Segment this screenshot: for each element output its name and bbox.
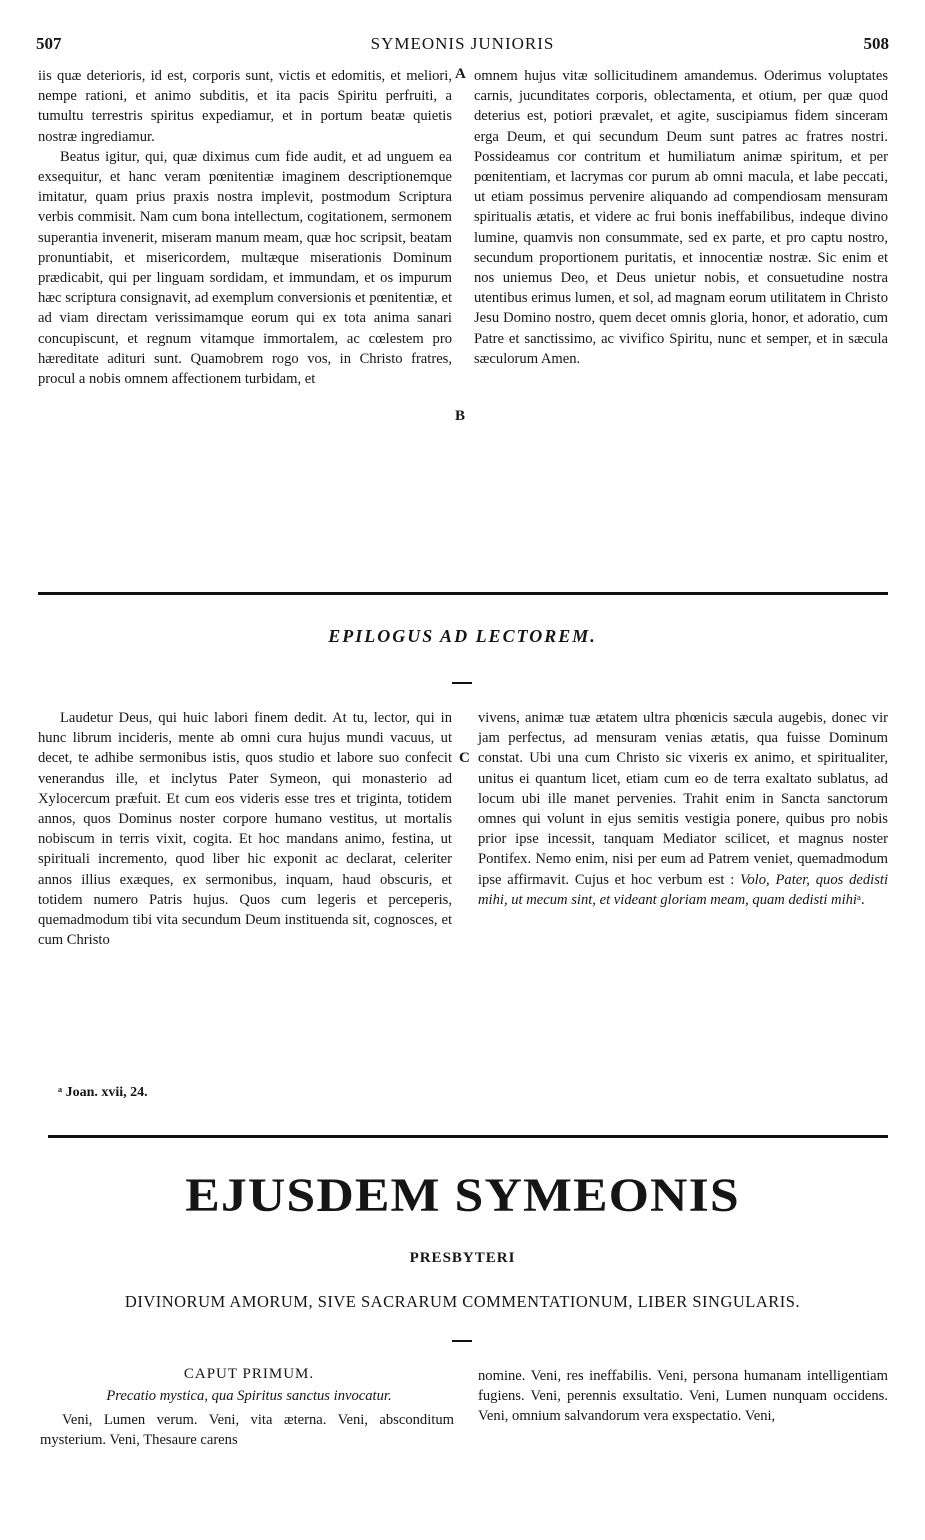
- paragraph: iis quæ deterioris, id est, corporis sunt, victis et edomitis, et meliori, nempe rationi, et animo subditis, et ita pacis Spiritu perfruiti, a tumultu terrestris spiritus expediamur, et in portum beatæ quietis nostræ ingrediamur.: [38, 68, 452, 145]
- epilogue-title: EPILOGUS AD LECTOREM.: [328, 626, 597, 646]
- paragraph: Laudetur Deus, qui huic labori finem dedit. At tu, lector, qui in hunc librum incideris, mente ab omni cura hujus mundi vacuus, ut decet, te adhibe sermonibus istis, quos studio et labore suo confecit venerandus ille, et inclytus Pater Symeon, qui monasterio ad Xylocercum præfuit. Et cum eos videris esse tres et triginta, totidem annos, quos Dominus noster corpore humano vestitus, ut mortalis nobiscum in terris vixit, cogita. Et hoc mandans animo, festina, ut spirituali incremento, quod liber hic exponit ac declarat, celeriter annos illius exæques, ex sermonibus, inquam, haud obscuris, et totidem numero Patris hujus. Quos cum legeris et perceperis, quemadmodum tibi vita secundum Deum instituenda sit, cognosces, et cum Christo: [38, 710, 452, 949]
- work-subtitle: PRESBYTERI: [409, 1250, 516, 1266]
- scripture-quote: Volo, Pater, quos dedisti mihi, ut mecum sint, et videant gloriam meam, quam dedisti mihi: [478, 871, 888, 908]
- footnote-marker: ᵃ.: [857, 891, 865, 908]
- paragraph: Beatus igitur, qui, quæ diximus cum fide audit, et ad unguem ea exsequitur, et hanc veram pœnitentiæ imaginem descriptionemque imitatur, quam prius praxis nostra implevit, postmodum Scriptura verbis commisit. Nam cum bona intellectum, cogitationem, sermonem superantia invenerit, miseram manum meam, quæ hoc scripsit, beatam pronuntiabit, et misericordem, multæque miserationis Dominum prædicabit, qui per linguam sordidam, et immundam, et os impurum hæc scriptura consignavit, ad exemplum conversionis et pœnitentiæ, et ad viam directam verissimamque eorum qui ex tota anima sanari concupiscunt, et regnum vitamque immortalem, ac cœlestem pro hæreditate adituri sunt. Quamobrem rogo vos, in Christo fratres, procul a nobis omnem affectionem turbidam, et: [38, 148, 452, 388]
- epilogue-right-text: vivens, animæ tuæ ætatem ultra phœnicis sæcula augebis, donec vir jam perfectus, ad mensuram venias ætatis, qua fuisse Dominum constat. Ubi una cum Christo sic vixeris ex animo, et spiritualiter, unitus ei quantum licet, etiam cum eo de terra exaltato sublatus, ad locum ubi ille manet pervenies. Trahit enim in Sancta sanctorum omnes qui volunt in ejus semitis vestigia ponere, quibus pro nobis prior ipse incessit, tanquam Mediator scilicet, et magnus noster Pontifex. Nemo enim, nisi per eum ad Patrem veniet, quemadmodum ipse affirmavit. Cujus et hoc verbum est :: [478, 710, 888, 888]
- chapter-subtitle: Precatio mystica, qua Spiritus sanctus invocatur.: [106, 1388, 392, 1404]
- paragraph: Veni, Lumen verum. Veni, vita æterna. Veni, absconditum mysterium. Veni, Thesaure carens: [40, 1412, 454, 1449]
- margin-letter-b: B: [455, 408, 466, 424]
- top-left-column: [38, 66, 452, 389]
- chapter-right-column: [478, 1366, 888, 1427]
- work-title: EJUSDEM SYMEONIS: [185, 1169, 740, 1222]
- section-divider: [38, 592, 888, 595]
- margin-letter-a: A: [455, 66, 466, 82]
- paragraph: nomine. Veni, res ineffabilis. Veni, persona humanam intelligentiam fugiens. Veni, perennis exsultatio. Veni, Lumen nunquam occidens. Veni, omnium salvandorum vera exspectatio. Veni,: [478, 1368, 888, 1425]
- top-right-column: [474, 66, 888, 369]
- short-rule: [452, 1340, 472, 1342]
- paragraph: omnem hujus vitæ sollicitudinem amandemus. Oderimus voluptates carnis, jucunditates corporis, oblectamenta, et otium, per quæ quod deterius est, potiori prævalet, et agite, suscipiamus fidem sinceram erga Deum, et qui secundum Deum sunt patres ac fratres nostri. Possideamus cor contritum et humiliatum animæ spiritum, et per pœnitentiam, et lacrymas cor purum ab omni macula, et labe peccati, ut etiam possimus pervenire aliquando ad compendiosam mensuram spiritualis ætatis, et videre ac frui bonis ineffabilibus, indeque divino lumine, quamvis non consummate, sed ex parte, et pro captu nostro, secundum proportionem puritatis, et innocentiæ nostræ. Sic enim et nos uniemus Deo, et Deus unietur nobis, et consuetudine nostra utentibus erimus lumen, et sol, ad magnam eorum utilitatem in Christo Jesu Domino nostro, quem decet omnis gloria, honor, et adoratio, cum Patre et sanctissimo, ac vivifico Spiritu, nunc et semper, et in sæcula sæculorum Amen.: [474, 68, 888, 367]
- page-number-right: 508: [863, 34, 889, 53]
- paragraph: [478, 708, 888, 910]
- chapter-left-column: [40, 1410, 454, 1450]
- footnote: ᵃ Joan. xvii, 24.: [58, 1085, 148, 1100]
- chapter-heading: CAPUT PRIMUM.: [183, 1366, 315, 1382]
- running-title: SYMEONIS JUNIORIS: [370, 34, 555, 53]
- work-subtitle-2: DIVINORUM AMORUM, SIVE SACRARUM COMMENTATIONUM, LIBER SINGULARIS.: [124, 1292, 801, 1311]
- epilogue-right-column: [478, 708, 888, 910]
- page-number-left: 507: [36, 34, 62, 53]
- section-divider: [48, 1135, 888, 1138]
- epilogue-left-column: [38, 708, 452, 950]
- margin-letter-c: C: [459, 750, 470, 766]
- page-header: [36, 34, 889, 58]
- short-rule: [452, 682, 472, 684]
